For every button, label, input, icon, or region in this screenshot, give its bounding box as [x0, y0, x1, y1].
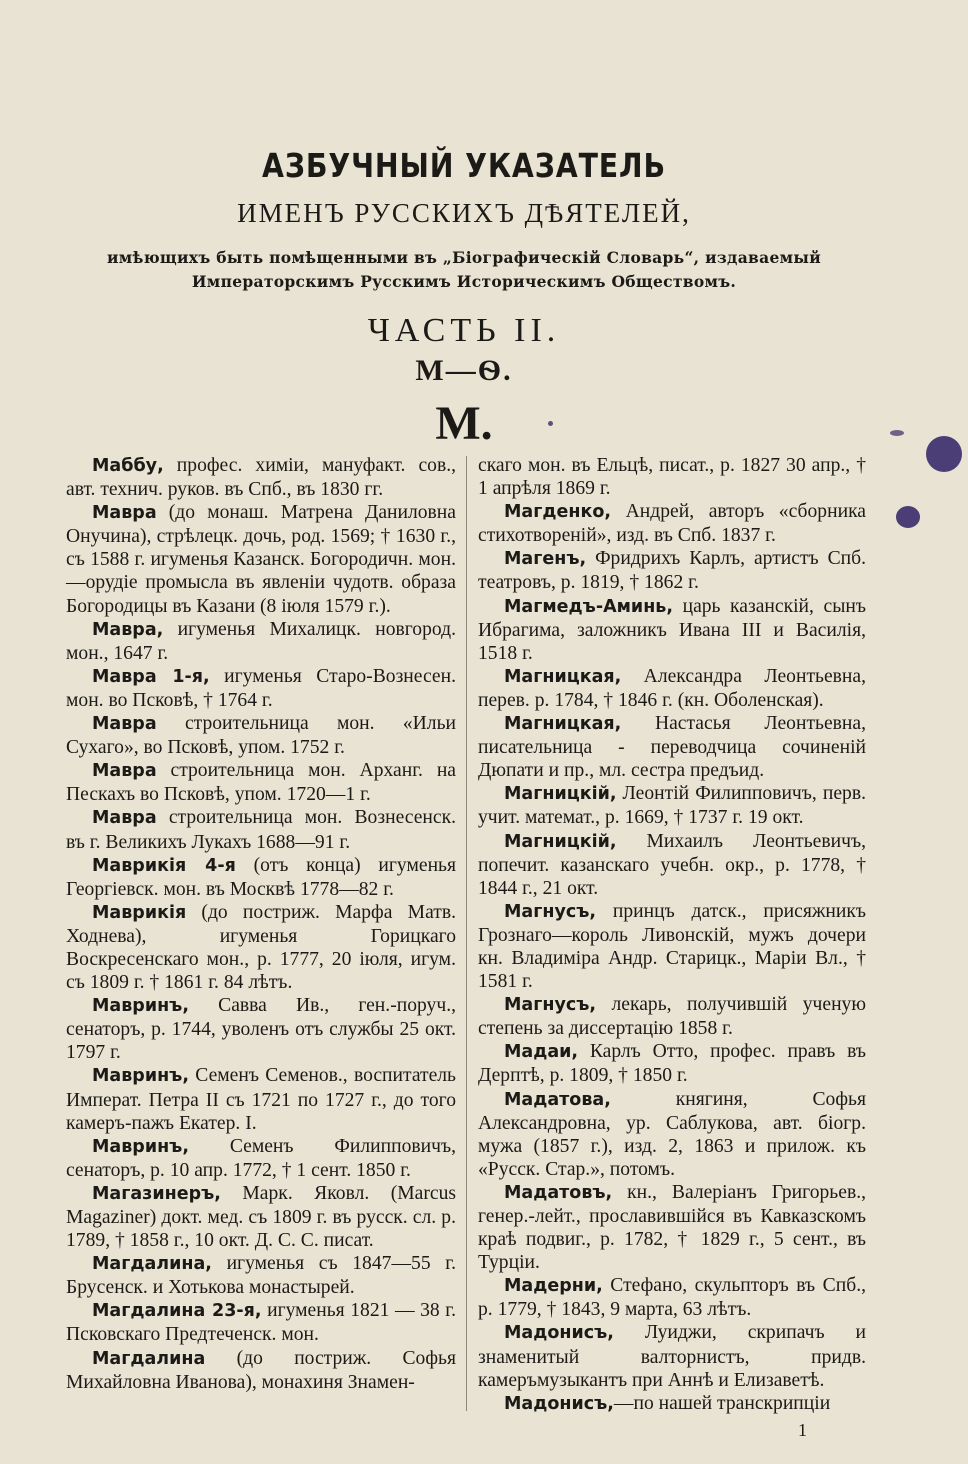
index-entry [66, 665, 456, 712]
index-entry [66, 994, 456, 1064]
index-entry [66, 1064, 456, 1134]
entry-headword: Магнусъ, [504, 901, 597, 922]
entry-headword: Магдалина, [92, 1254, 212, 1275]
page-number: 1 [798, 1420, 807, 1440]
index-entry [66, 759, 456, 806]
index-entry [66, 618, 456, 665]
entry-headword: Маврикія 4-я [92, 855, 236, 876]
entry-text: (до постриж. Марфа Матв. Ходнева), игуменья Горицкаго Воскресенскаго мон., р. 1777, 20 іюля, игум. съ 1809 г. † 1861 г. 84 лѣтъ. [66, 901, 456, 994]
index-entry [478, 1181, 866, 1274]
entry-text: Михаилъ Леонтьевичъ, попечит. казанскаго учебн. окр., р. 1778, † 1844 г., 21 окт. [478, 830, 866, 899]
entry-headword: Мадатова, [504, 1089, 611, 1110]
entry-headword: Магмедъ-Аминь, [504, 596, 674, 617]
index-title: АЗБУЧНЫЙ УКАЗАТЕЛЬ [262, 146, 666, 185]
entry-headword: Мавринъ, [92, 996, 189, 1017]
index-subtitle: ИМЕНЪ РУССКИХЪ ДѢЯТЕЛЕЙ, [237, 198, 691, 228]
letter-range: М—Ѳ. [415, 354, 513, 387]
index-entry [478, 1274, 866, 1321]
entry-headword: Мадерни, [504, 1276, 603, 1297]
entry-headword: Магенъ, [504, 549, 587, 570]
column-divider [466, 456, 467, 1411]
description-line-2: Императорскимъ Русскимъ Историческимъ Обществомъ. [191, 272, 737, 291]
index-entry [66, 1252, 456, 1299]
entry-headword: Мадонисъ, [504, 1323, 614, 1344]
entry-headword: Мавра [92, 761, 157, 782]
entry-text: игуменья 1821 — 38 г. Псковскаго Предтеченск. мон. [66, 1300, 456, 1346]
index-entry [66, 712, 456, 759]
index-entry [478, 993, 866, 1040]
entry-text: Семенъ Семенов., воспитатель Императ. Петра II съ 1721 по 1727 г., до того камеръ-пажъ Екатер. I. [66, 1065, 456, 1134]
entry-text: строительница мон. Вознесенск. въ г. Великихъ Лукахъ 1688—91 г. [66, 807, 456, 853]
section-letter: М. [435, 397, 493, 450]
entry-text: царь казанскій, сынъ Ибрагима, заложникъ Ивана III и Василія, 1518 г. [478, 595, 866, 664]
entry-text: Андрей, авторъ «сборника стихотвореній», изд. въ Спб. 1837 г. [478, 501, 866, 547]
index-entry [478, 712, 866, 782]
entry-headword: Мадонисъ, [504, 1393, 614, 1414]
entry-text: Савва Ив., ген.-поруч., сенаторъ, р. 1744, уволенъ отъ службы 25 окт. 1797 г. [66, 995, 456, 1064]
entry-text: лекарь, получившій ученую степень за диссертацію 1858 г. [478, 994, 866, 1040]
index-entry [66, 806, 456, 853]
entry-text: принцъ датск., присяжникъ Грознаго—король Ливонскій, мужъ дочери кн. Владиміра Андр. Старицк., Маріи Вл., † 1581 г. [478, 900, 866, 993]
entry-headword: Магницкій, [504, 831, 617, 852]
entry-headword: Магницкая, [504, 714, 622, 735]
entry-text: Фридрихъ Карлъ, артистъ Спб. театровъ, р. 1819, † 1862 г. [478, 548, 866, 594]
index-entry [478, 595, 866, 665]
entry-text: Марк. Яковл. (Marcus Magaziner) докт. мед. съ 1809 г. въ русск. сл. р. 1789, † 1858 г., 10 окт. Д. С. С. писат. [66, 1182, 456, 1252]
entry-headword: Мавра, [92, 619, 164, 640]
index-entry [478, 665, 866, 712]
entry-text: игуменья съ 1847—55 г. Брусенск. и Хотькова монастырей. [66, 1253, 456, 1299]
entry-continuation: скаго мон. въ Ельцѣ, писат., р. 1827 30 апр., † 1 апрѣля 1869 г. [478, 455, 866, 500]
entry-headword: Мавра [92, 714, 157, 735]
entry-text: Настасья Леонтьевна, писательница - переводчица сочиненій Дюпати и пр., мл. сестра предъид. [478, 713, 866, 782]
index-entry [478, 1040, 866, 1087]
entry-text: игуменья Михалицк. новгород. мон., 1647 г. [66, 618, 456, 664]
entry-headword: Мавра 1-я, [92, 666, 210, 687]
ink-blot [890, 430, 904, 436]
entry-text: строительница мон. «Ильи Сухаго», во Псковѣ, упом. 1752 г. [66, 713, 456, 759]
entry-text: Леонтій Филипповичъ, перв. учит. математ., р. 1669, † 1737 г. 19 окт. [478, 783, 866, 829]
description-line-1: имѣющихъ быть помѣщенными въ „Біографическій Словарь“, издаваемый [106, 248, 822, 267]
ink-blot [548, 421, 553, 426]
index-entry [66, 454, 456, 501]
entry-headword: Мавринъ, [92, 1066, 189, 1087]
index-entry [478, 547, 866, 594]
entry-headword: Мадатовъ, [504, 1182, 613, 1203]
entry-headword: Мавринъ, [92, 1136, 189, 1157]
entry-text: Семенъ Филипповичъ, сенаторъ, р. 10 апр. 1772, † 1 сент. 1850 г. [66, 1135, 456, 1181]
entry-text: игуменья Старо-Вознесен. мон. во Псковѣ, † 1764 г. [66, 665, 456, 711]
index-entry [66, 901, 456, 994]
entry-text: княгиня, Софья Александровна, ур. Саблукова, авт. біогр. мужа (1857 г.), изд. 2, 1863 и прилож. къ «Русск. Стар.», потомъ. [478, 1088, 866, 1180]
entry-headword: Маврикія [92, 902, 187, 923]
entry-headword: Магденко, [504, 502, 612, 523]
entry-text: Карлъ Отто, профес. правъ въ Дерптѣ, р. 1809, † 1850 г. [478, 1041, 866, 1087]
entry-headword: Магдалина [92, 1348, 206, 1369]
ink-blot [896, 506, 920, 528]
entry-headword: Магнусъ, [504, 995, 597, 1016]
entry-headword: Мадаи, [504, 1042, 579, 1063]
entry-text: Александра Леонтьевна, перев. р. 1784, † 1846 г. (кн. Оболенская). [478, 665, 866, 711]
left-column [66, 454, 456, 1394]
index-entry [66, 1182, 456, 1252]
index-entry [478, 1321, 866, 1391]
index-entry [66, 854, 456, 901]
entry-headword: Магдалина 23-я, [92, 1301, 262, 1322]
entry-headword: Магазинеръ, [92, 1183, 221, 1204]
index-entry [478, 830, 866, 900]
entry-headword: Магницкій, [504, 784, 617, 805]
entry-text: строительница мон. Арханг. на Пескахъ во Псковѣ, упом. 1720—1 г. [66, 760, 456, 806]
entry-text: Стефано, скульпторъ въ Спб., р. 1779, † 1843, 9 марта, 63 лѣтъ. [478, 1275, 866, 1321]
index-entry [66, 501, 456, 617]
index-entry [478, 900, 866, 993]
entry-text: —по нашей транскрипціи [613, 1392, 831, 1414]
entry-headword: Мавра [92, 503, 157, 524]
part-heading: ЧАСТЬ II. [367, 312, 561, 349]
index-entry [478, 1392, 866, 1416]
index-entry [478, 500, 866, 547]
entry-text: (отъ конца) игуменья Георгіевск. мон. въ Москвѣ 1778—82 г. [66, 854, 457, 900]
right-column [478, 454, 866, 1416]
entry-headword: Магницкая, [504, 666, 622, 687]
index-entry [478, 782, 866, 829]
ink-blot [926, 436, 962, 472]
index-entry [66, 1299, 456, 1346]
entry-headword: Маббу, [92, 456, 164, 476]
index-entry [66, 1135, 456, 1182]
entry-text: (до постриж. Софья Михайловна Иванова), монахиня Знамен- [66, 1347, 456, 1393]
index-entry [66, 1347, 456, 1394]
index-entry [478, 1088, 866, 1181]
entry-headword: Мавра [92, 808, 157, 829]
entry-text: профес. химіи, мануфакт. сов., авт. технич. руков. въ Спб., въ 1830 гг. [66, 455, 456, 501]
entry-text: (до монаш. Матрена Даниловна Онучина), стрѣлецк. дочь, род. 1569; † 1630 г., съ 1588 г. игуменья Казанск. Богородичн. мон.—орудіе промысла въ явленіи чудотв. образа Богородицы въ Казани (8 іюля 1579 г.). [66, 502, 456, 617]
entry-text: Луиджи, скрипачъ и знаменитый валторнистъ, придв. камеръмузыкантъ при Аннѣ и Елизаветѣ. [478, 1322, 866, 1391]
entry-text: кн., Валеріанъ Григорьев., генер.-лейт., прославившійся въ Кавказскомъ краѣ подвиг., р. 1782, † 1829 г., 5 сент., въ Турціи. [478, 1181, 866, 1274]
